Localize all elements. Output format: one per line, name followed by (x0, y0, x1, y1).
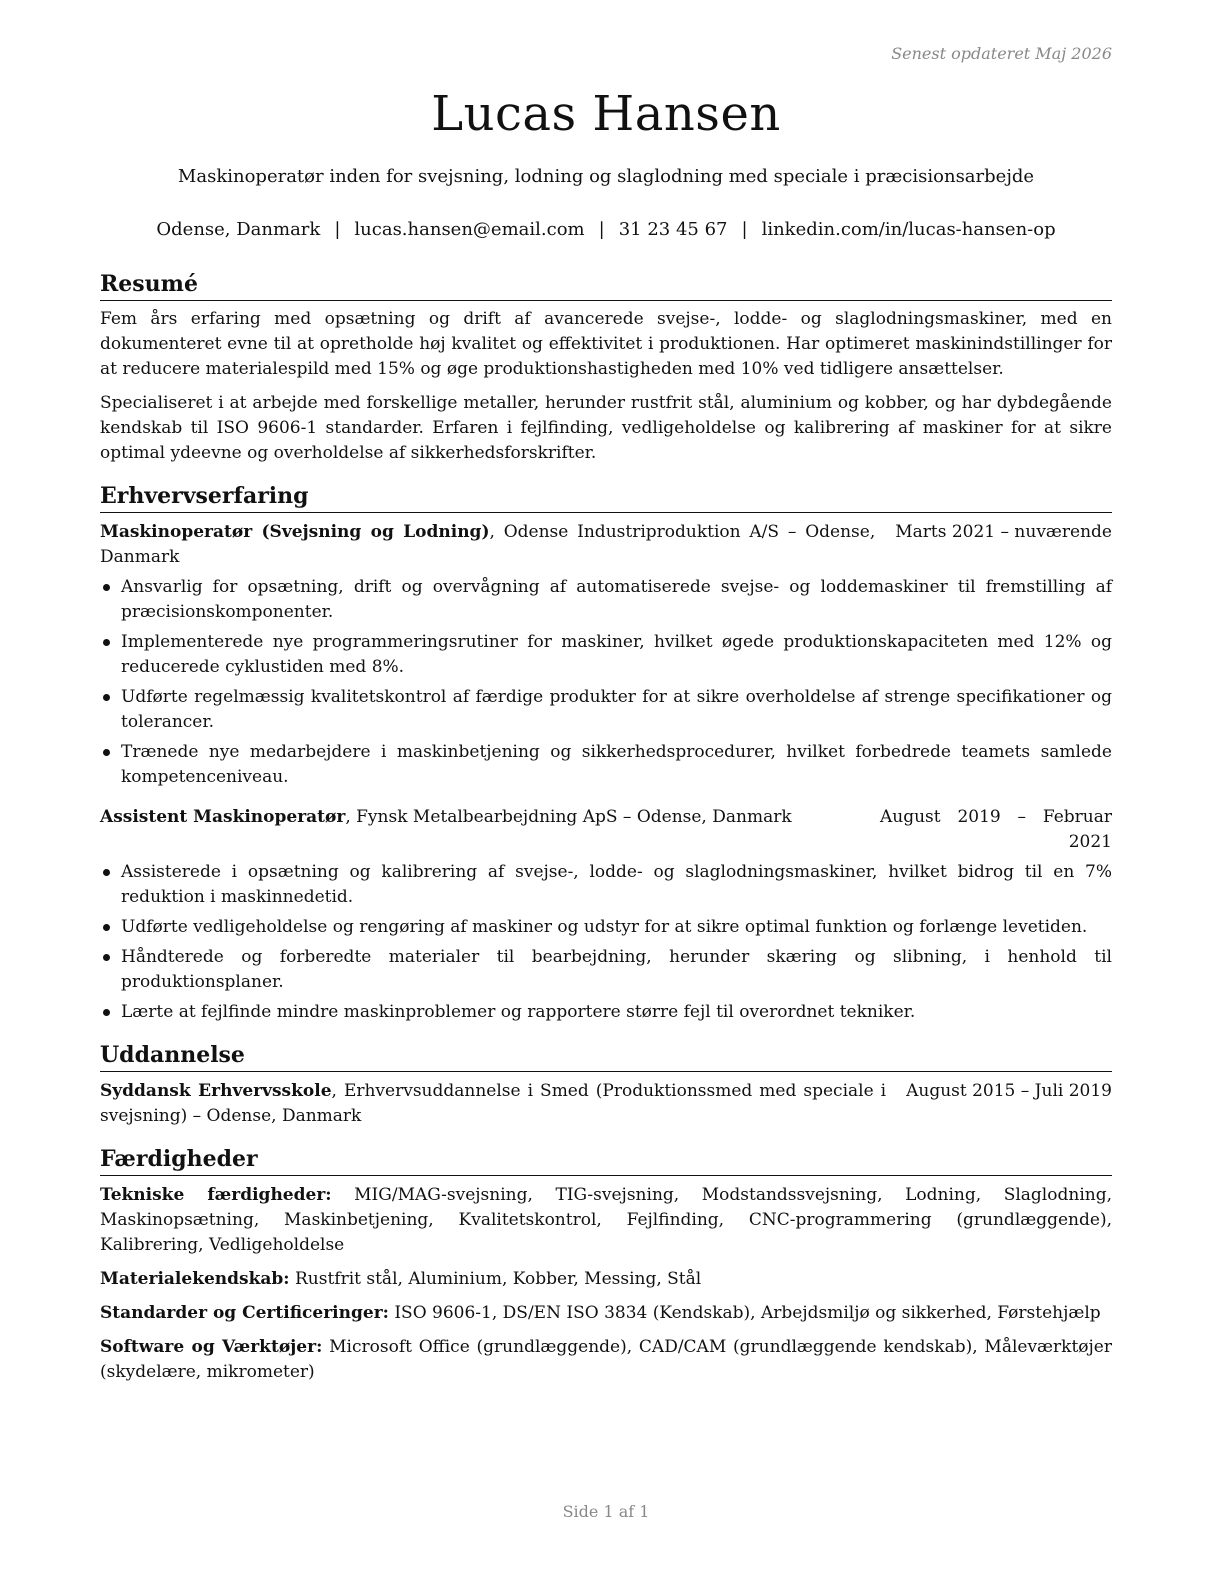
tagline: Maskinoperatør inden for svejsning, lodning og slaglodning med speciale i præcisionsarbejde (177, 166, 1035, 187)
job-role: Assistent Maskinoperatør (100, 807, 346, 827)
education-program: , Erhvervsuddannelse i Smed (Produktionssmed med speciale i svejsning) – Odense, Danmark (100, 1081, 887, 1126)
job-entry (100, 805, 1112, 1025)
section-title: Uddannelse (100, 1039, 1112, 1072)
contact-separator: | (741, 219, 748, 240)
summary-paragraph: Specialiseret i at arbejde med forskellige metaller, herunder rustfrit stål, aluminium og kobber, og har dybdegående kendskab til ISO 9606-1 standarder. Erfaren i fejlfinding, vedligeholdelse og kalibrering af maskiner for at sikre optimal ydeevne og overholdelse af sikkerhedsforskrifter. (100, 393, 1112, 463)
summary-paragraph: Fem års erfaring med opsætning og drift af avancerede svejse-, lodde- og slaglodningsmaskiner, med en dokumenteret evne til at opretholde høj kvalitet og effektivitet i produktionen. Har optimeret maskinindstillinger for at reducere materialespild med 15% og øge produktionshastigheden med 10% ved tidligere ansættelser. (100, 309, 1112, 379)
resume-content (100, 268, 1112, 1399)
school-name: Syddansk Erhvervsskole (100, 1081, 332, 1101)
skill-row (100, 1335, 1112, 1385)
skill-text: Rustfrit stål, Aluminium, Kobber, Messing, Stål (289, 1269, 702, 1289)
contact-linkedin[interactable]: linkedin.com/in/lucas-hansen-op (761, 219, 1056, 240)
job-dates: Marts 2021 – nuværende (895, 522, 1112, 542)
job-dates: August 2019 – Februar 2021 (880, 807, 1112, 852)
job-bullets (100, 860, 1112, 1025)
list-item: Udførte regelmæssig kvalitetskontrol af færdige produkter for at sikre overholdelse af strenge specifikationer og tolerancer. (100, 685, 1112, 735)
job-employer: , Odense Industriproduktion A/S – Odense, Danmark (100, 522, 876, 567)
list-item: Trænede nye medarbejdere i maskinbetjening og sikkerhedsprocedurer, hvilket forbedrede teamets samlede kompetenceniveau. (100, 740, 1112, 790)
list-item: Lærte at fejlfinde mindre maskinproblemer og rapportere større fejl til overordnet tekniker. (100, 1000, 1112, 1025)
skill-row (100, 1301, 1112, 1326)
job-header (100, 805, 1112, 855)
section-title: Erhvervserfaring (100, 480, 1112, 513)
contact-phone: 31 23 45 67 (618, 219, 728, 240)
job-header (100, 520, 1112, 570)
list-item: Håndterede og forberedte materialer til bearbejdning, herunder skæring og slibning, i henhold til produktionsplaner. (100, 945, 1112, 995)
list-item: Assisterede i opsætning og kalibrering af svejse-, lodde- og slaglodningsmaskiner, hvilket bidrog til en 7% reduktion i maskinnedetid. (100, 860, 1112, 910)
summary-section (100, 268, 1112, 466)
resume-page (100, 0, 1112, 1584)
skills-section (100, 1143, 1112, 1385)
skill-label: Materialekendskab: (100, 1269, 290, 1289)
skill-label: Tekniske færdigheder: (100, 1185, 332, 1205)
job-role: Maskinoperatør (Svejsning og Lodning) (100, 522, 490, 542)
contact-email[interactable]: lucas.hansen@email.com (354, 219, 585, 240)
contact-line (100, 219, 1112, 240)
page-number: Side 1 af 1 (562, 1502, 650, 1521)
job-entry (100, 520, 1112, 790)
skill-row (100, 1183, 1112, 1258)
skill-label: Software og Værktøjer: (100, 1337, 323, 1357)
experience-section (100, 480, 1112, 1025)
list-item: Ansvarlig for opsætning, drift og overvågning af automatiserede svejse- og loddemaskiner til fremstilling af præcisionskomponenter. (100, 575, 1112, 625)
job-bullets (100, 575, 1112, 790)
skill-text: Microsoft Office (grundlæggende), CAD/CAM (grundlæggende kendskab), Måleværktøjer (skydelære, mikrometer) (100, 1337, 1112, 1382)
contact-separator: | (598, 219, 605, 240)
list-item: Udførte vedligeholdelse og rengøring af maskiner og udstyr for at sikre optimal funktion og forlænge levetiden. (100, 915, 1112, 940)
section-title: Resumé (100, 268, 1112, 301)
section-title: Færdigheder (100, 1143, 1112, 1176)
job-employer: , Fynsk Metalbearbejdning ApS – Odense, Danmark (345, 807, 792, 827)
skill-text: ISO 9606-1, DS/EN ISO 3834 (Kendskab), Arbejdsmiljø og sikkerhed, Førstehjælp (388, 1303, 1101, 1323)
candidate-name: Lucas Hansen (431, 86, 781, 142)
contact-location: Odense, Danmark (156, 219, 321, 240)
education-header (100, 1079, 1112, 1129)
education-entry (100, 1079, 1112, 1129)
education-section (100, 1039, 1112, 1129)
skill-text: MIG/MAG-svejsning, TIG-svejsning, Modstandssvejsning, Lodning, Slaglodning, Maskinopsætning, Maskinbetjening, Kvalitetskontrol, Fejlfinding, CNC-programmering (grundlæggende), Kalibrering, Vedligeholdelse (100, 1185, 1112, 1255)
education-dates: August 2015 – Juli 2019 (906, 1081, 1112, 1101)
education-line (100, 1079, 886, 1129)
list-item: Implementerede nye programmeringsrutiner for maskiner, hvilket øgede produktionskapaciteten med 12% og reducerede cyklustiden med 8%. (100, 630, 1112, 680)
job-title-line (100, 520, 875, 570)
skill-label: Standarder og Certificeringer: (100, 1303, 389, 1323)
job-title-line (100, 805, 860, 830)
contact-separator: | (334, 219, 341, 240)
last-updated: Senest opdateret Maj 2026 (891, 44, 1112, 63)
skill-row (100, 1267, 1112, 1292)
